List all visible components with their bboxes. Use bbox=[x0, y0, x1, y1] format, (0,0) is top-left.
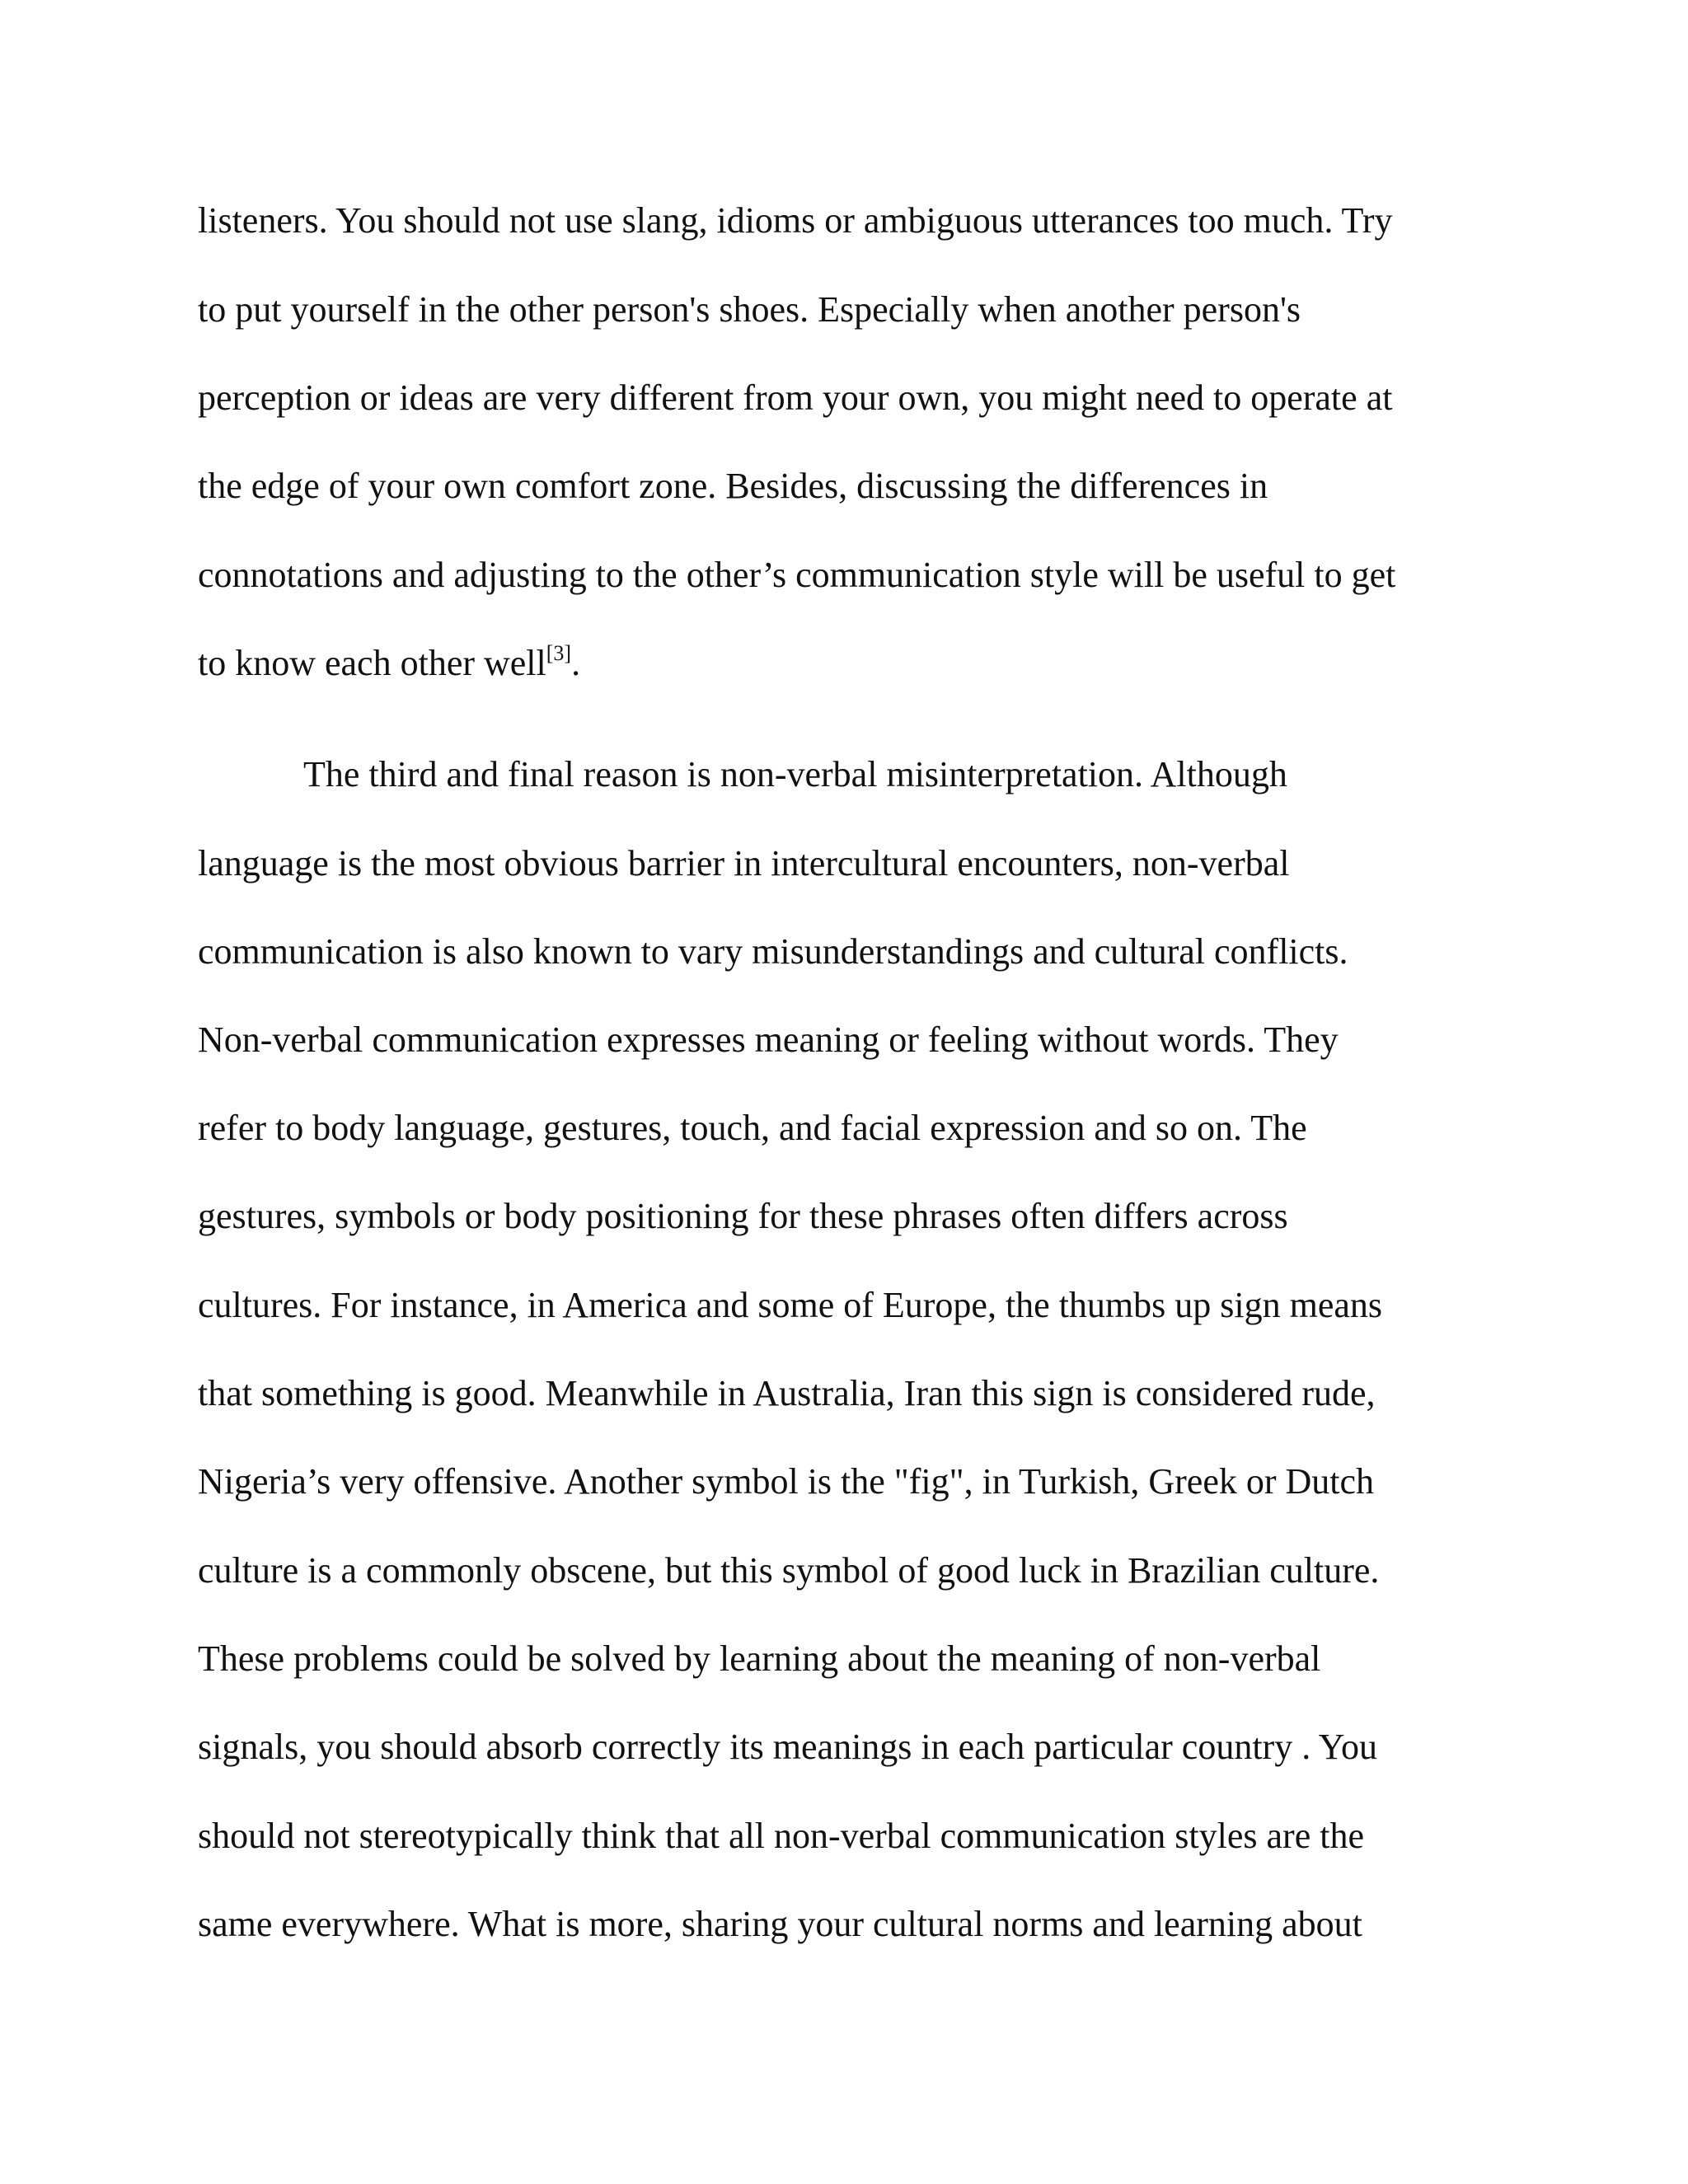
paragraph-line: cultures. For instance, in America and some of Europe, the thumbs up sign means bbox=[198, 1285, 1383, 1325]
citation-marker: [3] bbox=[546, 641, 572, 665]
paragraph-line: language is the most obvious barrier in intercultural encounters, non-verbal bbox=[198, 843, 1290, 883]
paragraph-line: to put yourself in the other person's shoes. Especially when another person's bbox=[198, 289, 1301, 330]
paragraph-line: the edge of your own comfort zone. Besides, discussing the differences in bbox=[198, 466, 1268, 506]
paragraph-line: gestures, symbols or body positioning for these phrases often differs across bbox=[198, 1196, 1288, 1236]
sentence-end: . bbox=[571, 643, 581, 683]
paragraph-line: same everywhere. What is more, sharing your cultural norms and learning about bbox=[198, 1904, 1362, 1944]
paragraph-line: listeners. You should not use slang, idioms or ambiguous utterances too much. Try bbox=[198, 200, 1393, 241]
paragraph-line: Nigeria’s very offensive. Another symbol is the "fig", in Turkish, Greek or Dutch bbox=[198, 1461, 1375, 1502]
paragraph-line: should not stereotypically think that all non-verbal communication styles are the bbox=[198, 1816, 1364, 1856]
paragraph-line: culture is a commonly obscene, but this symbol of good luck in Brazilian culture. bbox=[198, 1550, 1380, 1591]
paragraph-line: communication is also known to vary misunderstandings and cultural conflicts. bbox=[198, 931, 1348, 972]
paragraph-line: that something is good. Meanwhile in Australia, Iran this sign is considered rude, bbox=[198, 1373, 1376, 1413]
paragraph-text: to know each other well bbox=[198, 643, 546, 683]
paragraph-line: connotations and adjusting to the other’s communication style will be useful to get bbox=[198, 555, 1396, 595]
paragraph-line: signals, you should absorb correctly its meanings in each particular country . You bbox=[198, 1727, 1377, 1767]
paragraph-line: Non-verbal communication expresses meaning or feeling without words. They bbox=[198, 1019, 1339, 1060]
paragraph-line: perception or ideas are very different from your own, you might need to operate at bbox=[198, 377, 1393, 418]
paragraph-first-line: The third and final reason is non-verbal misinterpretation. Although bbox=[303, 754, 1287, 794]
paragraph-line: These problems could be solved by learning about the meaning of non-verbal bbox=[198, 1638, 1321, 1679]
paragraph-line: refer to body language, gestures, touch, and facial expression and so on. The bbox=[198, 1108, 1307, 1148]
paragraph-last-line bbox=[198, 641, 581, 683]
